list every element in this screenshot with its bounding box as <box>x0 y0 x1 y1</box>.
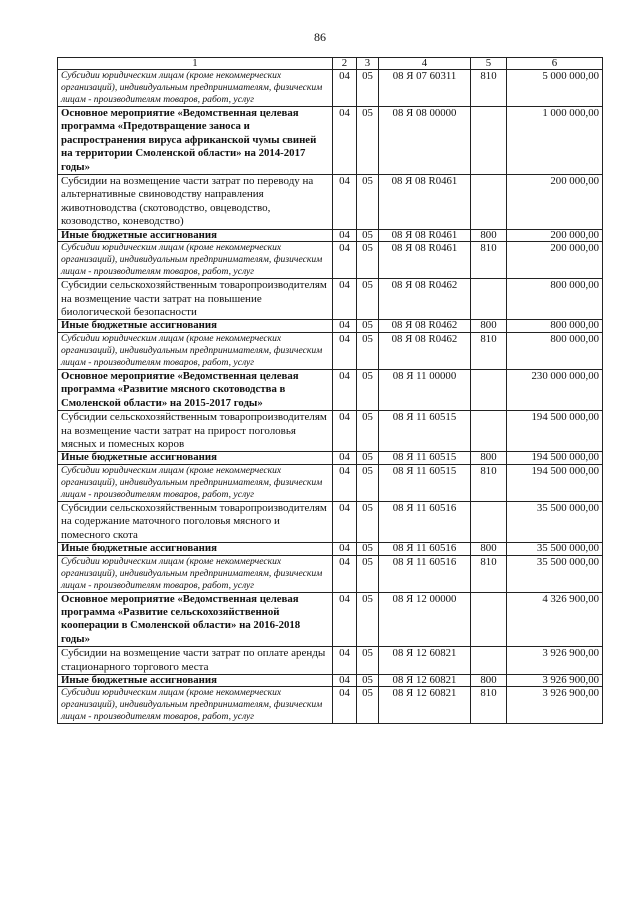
table-row <box>58 242 603 279</box>
section-code-cell: 04 <box>333 107 357 175</box>
section-code-cell: 04 <box>333 369 357 410</box>
section-code-cell: 04 <box>333 70 357 107</box>
target-article-cell: 08 Я 08 R0461 <box>379 175 471 230</box>
column-header: 5 <box>471 58 507 70</box>
page-number: 86 <box>314 30 326 44</box>
section-code-cell: 04 <box>333 687 357 724</box>
section-code-cell: 04 <box>333 279 357 320</box>
subsection-code-cell: 05 <box>357 647 379 675</box>
amount-cell: 230 000 000,00 <box>507 369 603 410</box>
table-row <box>58 592 603 647</box>
item-name-cell: Иные бюджетные ассигнования <box>58 543 333 556</box>
target-article-cell: 08 Я 08 00000 <box>379 107 471 175</box>
expense-type-cell: 800 <box>471 543 507 556</box>
target-article-cell: 08 Я 11 00000 <box>379 369 471 410</box>
table-row <box>58 452 603 465</box>
column-header: 2 <box>333 58 357 70</box>
table-row <box>58 555 603 592</box>
table-row <box>58 411 603 452</box>
expense-type-cell: 810 <box>471 242 507 279</box>
amount-cell: 35 500 000,00 <box>507 555 603 592</box>
target-article-cell: 08 Я 12 00000 <box>379 592 471 647</box>
target-article-cell: 08 Я 07 60311 <box>379 70 471 107</box>
section-code-cell: 04 <box>333 332 357 369</box>
item-name-cell: Субсидии сельскохозяйственным товаропроизводителям на возмещение части затрат на повышение биологической безопасности <box>58 279 333 320</box>
item-name-cell: Субсидии на возмещение части затрат по оплате аренды стационарного торгового места <box>58 647 333 675</box>
expense-type-cell <box>471 647 507 675</box>
subsection-code-cell: 05 <box>357 555 379 592</box>
item-name-cell: Субсидии юридическим лицам (кроме некоммерческих организаций), индивидуальным предпринимателям, физическим лицам - производителям товаров, работ, услуг <box>58 555 333 592</box>
subsection-code-cell: 05 <box>357 242 379 279</box>
item-name-cell: Субсидии юридическим лицам (кроме некоммерческих организаций), индивидуальным предпринимателям, физическим лицам - производителям товаров, работ, услуг <box>58 687 333 724</box>
subsection-code-cell: 05 <box>357 279 379 320</box>
item-name-cell: Субсидии юридическим лицам (кроме некоммерческих организаций), индивидуальным предпринимателям, физическим лицам - производителям товаров, работ, услуг <box>58 70 333 107</box>
target-article-cell: 08 Я 12 60821 <box>379 674 471 687</box>
subsection-code-cell: 05 <box>357 501 379 542</box>
amount-cell: 200 000,00 <box>507 229 603 242</box>
expense-type-cell: 800 <box>471 674 507 687</box>
column-header: 4 <box>379 58 471 70</box>
table-row <box>58 687 603 724</box>
expense-type-cell <box>471 369 507 410</box>
expense-type-cell <box>471 592 507 647</box>
table-row <box>58 279 603 320</box>
section-code-cell: 04 <box>333 501 357 542</box>
amount-cell: 200 000,00 <box>507 242 603 279</box>
target-article-cell: 08 Я 11 60516 <box>379 555 471 592</box>
amount-cell: 800 000,00 <box>507 320 603 333</box>
amount-cell: 35 500 000,00 <box>507 543 603 556</box>
amount-cell: 4 326 900,00 <box>507 592 603 647</box>
amount-cell: 800 000,00 <box>507 332 603 369</box>
subsection-code-cell: 05 <box>357 687 379 724</box>
table-row <box>58 674 603 687</box>
column-header: 3 <box>357 58 379 70</box>
expense-type-cell: 810 <box>471 70 507 107</box>
item-name-cell: Иные бюджетные ассигнования <box>58 229 333 242</box>
subsection-code-cell: 05 <box>357 107 379 175</box>
expense-type-cell: 800 <box>471 320 507 333</box>
table-row <box>58 70 603 107</box>
amount-cell: 3 926 900,00 <box>507 674 603 687</box>
item-name-cell: Субсидии сельскохозяйственным товаропроизводителям на возмещение части затрат на прирост поголовья мясных и помесных коров <box>58 411 333 452</box>
target-article-cell: 08 Я 12 60821 <box>379 687 471 724</box>
target-article-cell: 08 Я 11 60515 <box>379 464 471 501</box>
expense-type-cell: 810 <box>471 555 507 592</box>
table-row <box>58 107 603 175</box>
expense-type-cell: 810 <box>471 464 507 501</box>
item-name-cell: Иные бюджетные ассигнования <box>58 674 333 687</box>
expense-type-cell: 810 <box>471 332 507 369</box>
section-code-cell: 04 <box>333 242 357 279</box>
expense-type-cell: 800 <box>471 452 507 465</box>
subsection-code-cell: 05 <box>357 464 379 501</box>
amount-cell: 5 000 000,00 <box>507 70 603 107</box>
subsection-code-cell: 05 <box>357 452 379 465</box>
amount-cell: 194 500 000,00 <box>507 464 603 501</box>
subsection-code-cell: 05 <box>357 229 379 242</box>
target-article-cell: 08 Я 08 R0462 <box>379 279 471 320</box>
item-name-cell: Субсидии юридическим лицам (кроме некоммерческих организаций), индивидуальным предпринимателям, физическим лицам - производителям товаров, работ, услуг <box>58 332 333 369</box>
amount-cell: 35 500 000,00 <box>507 501 603 542</box>
table-header-row <box>58 58 603 70</box>
subsection-code-cell: 05 <box>357 369 379 410</box>
subsection-code-cell: 05 <box>357 543 379 556</box>
column-header: 1 <box>58 58 333 70</box>
subsection-code-cell: 05 <box>357 175 379 230</box>
expense-type-cell <box>471 411 507 452</box>
item-name-cell: Субсидии юридическим лицам (кроме некоммерческих организаций), индивидуальным предпринимателям, физическим лицам - производителям товаров, работ, услуг <box>58 464 333 501</box>
expense-type-cell: 810 <box>471 687 507 724</box>
amount-cell: 200 000,00 <box>507 175 603 230</box>
section-code-cell: 04 <box>333 229 357 242</box>
target-article-cell: 08 Я 11 60516 <box>379 501 471 542</box>
amount-cell: 3 926 900,00 <box>507 687 603 724</box>
item-name-cell: Иные бюджетные ассигнования <box>58 452 333 465</box>
subsection-code-cell: 05 <box>357 70 379 107</box>
section-code-cell: 04 <box>333 464 357 501</box>
table-row <box>58 543 603 556</box>
amount-cell: 1 000 000,00 <box>507 107 603 175</box>
expense-type-cell <box>471 501 507 542</box>
item-name-cell: Основное мероприятие «Ведомственная целевая программа «Предотвращение заноса и распространения вируса африканской чумы свиней на территории Смоленской области» на 2014-2017 годы» <box>58 107 333 175</box>
section-code-cell: 04 <box>333 411 357 452</box>
table-row <box>58 647 603 675</box>
table-row <box>58 501 603 542</box>
subsection-code-cell: 05 <box>357 592 379 647</box>
subsection-code-cell: 05 <box>357 332 379 369</box>
section-code-cell: 04 <box>333 555 357 592</box>
item-name-cell: Субсидии на возмещение части затрат по переводу на альтернативные свиноводству направления животноводства (скотоводство, овцеводство, козоводство, коневодство) <box>58 175 333 230</box>
table-row <box>58 369 603 410</box>
target-article-cell: 08 Я 08 R0461 <box>379 229 471 242</box>
target-article-cell: 08 Я 08 R0462 <box>379 320 471 333</box>
subsection-code-cell: 05 <box>357 411 379 452</box>
section-code-cell: 04 <box>333 320 357 333</box>
target-article-cell: 08 Я 12 60821 <box>379 647 471 675</box>
column-header: 6 <box>507 58 603 70</box>
subsection-code-cell: 05 <box>357 320 379 333</box>
subsection-code-cell: 05 <box>357 674 379 687</box>
target-article-cell: 08 Я 11 60515 <box>379 452 471 465</box>
amount-cell: 3 926 900,00 <box>507 647 603 675</box>
table-row <box>58 175 603 230</box>
budget-table <box>57 57 603 724</box>
section-code-cell: 04 <box>333 543 357 556</box>
item-name-cell: Субсидии юридическим лицам (кроме некоммерческих организаций), индивидуальным предпринимателям, физическим лицам - производителям товаров, работ, услуг <box>58 242 333 279</box>
table-row <box>58 332 603 369</box>
item-name-cell: Иные бюджетные ассигнования <box>58 320 333 333</box>
table-row <box>58 229 603 242</box>
target-article-cell: 08 Я 08 R0461 <box>379 242 471 279</box>
target-article-cell: 08 Я 11 60515 <box>379 411 471 452</box>
section-code-cell: 04 <box>333 175 357 230</box>
table-body <box>58 70 603 724</box>
amount-cell: 194 500 000,00 <box>507 411 603 452</box>
expense-type-cell <box>471 279 507 320</box>
amount-cell: 194 500 000,00 <box>507 452 603 465</box>
item-name-cell: Субсидии сельскохозяйственным товаропроизводителям на содержание маточного поголовья мясного и помесного скота <box>58 501 333 542</box>
table-row <box>58 320 603 333</box>
expense-type-cell <box>471 175 507 230</box>
expense-type-cell <box>471 107 507 175</box>
table-row <box>58 464 603 501</box>
section-code-cell: 04 <box>333 674 357 687</box>
target-article-cell: 08 Я 08 R0462 <box>379 332 471 369</box>
section-code-cell: 04 <box>333 452 357 465</box>
item-name-cell: Основное мероприятие «Ведомственная целевая программа «Развитие мясного скотоводства в Смоленской области» на 2015-2017 годы» <box>58 369 333 410</box>
expense-type-cell: 800 <box>471 229 507 242</box>
section-code-cell: 04 <box>333 592 357 647</box>
section-code-cell: 04 <box>333 647 357 675</box>
target-article-cell: 08 Я 11 60516 <box>379 543 471 556</box>
item-name-cell: Основное мероприятие «Ведомственная целевая программа «Развитие сельскохозяйственной кооперации в Смоленской области» на 2016-2018 годы» <box>58 592 333 647</box>
amount-cell: 800 000,00 <box>507 279 603 320</box>
